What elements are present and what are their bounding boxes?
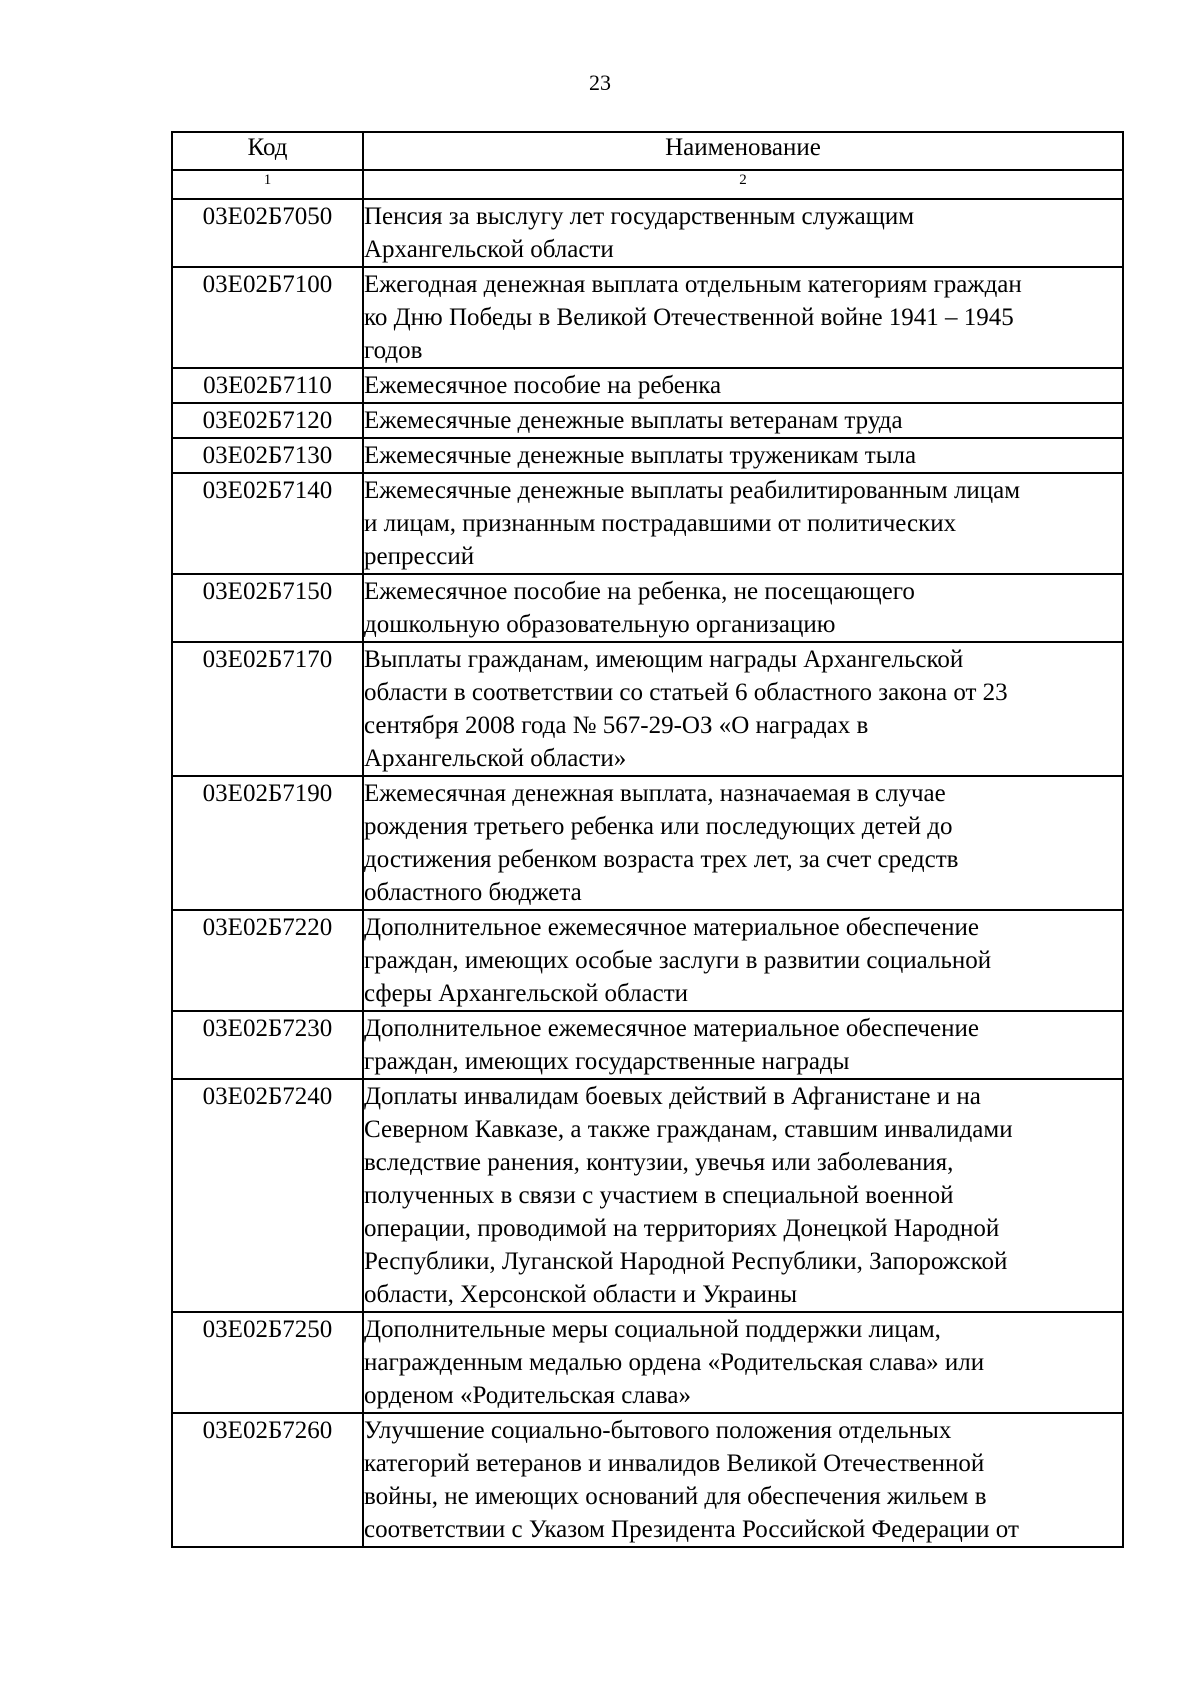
row-code: 03Е02Б7220	[172, 910, 363, 1011]
row-name: Улучшение социально-бытового положения отдельных категорий ветеранов и инвалидов Великой Отечественной войны, не имеющих оснований для обеспечения жильем в соответствии с Указом Президента Российской Федерации от	[363, 1413, 1123, 1547]
table-header-row	[172, 132, 1123, 170]
row-name: Дополнительные меры социальной поддержки лицам, награжденным медалью ордена «Родительская слава» или орденом «Родительская слава»	[363, 1312, 1123, 1413]
row-name: Ежемесячные денежные выплаты труженикам тыла	[363, 438, 1123, 473]
row-code: 03Е02Б7110	[172, 368, 363, 403]
row-code: 03Е02Б7240	[172, 1079, 363, 1312]
budget-codes-table	[171, 131, 1124, 1548]
row-name: Ежемесячные денежные выплаты ветеранам труда	[363, 403, 1123, 438]
row-code: 03Е02Б7050	[172, 199, 363, 267]
table-row	[172, 438, 1123, 473]
page-number: 23	[589, 70, 611, 95]
row-code: 03Е02Б7150	[172, 574, 363, 642]
row-name: Доплаты инвалидам боевых действий в Афганистане и на Северном Кавказе, а также гражданам, ставшим инвалидами вследствие ранения, контузии, увечья или заболевания, полученных в связи с участием в специальной военной операции, проводимой на территориях Донецкой Народной Республики, Луганской Народной Республики, Запорожской области, Херсонской области и Украины	[363, 1079, 1123, 1312]
row-code: 03Е02Б7230	[172, 1011, 363, 1079]
row-code: 03Е02Б7260	[172, 1413, 363, 1547]
table-row	[172, 1079, 1123, 1312]
table-row	[172, 1413, 1123, 1547]
table-row	[172, 910, 1123, 1011]
column-number-code: 1	[172, 170, 363, 199]
table-row	[172, 199, 1123, 267]
table-row	[172, 473, 1123, 574]
table-row	[172, 642, 1123, 776]
row-code: 03Е02Б7250	[172, 1312, 363, 1413]
table-row	[172, 1011, 1123, 1079]
row-code: 03Е02Б7140	[172, 473, 363, 574]
row-code: 03Е02Б7100	[172, 267, 363, 368]
column-header-name: Наименование	[363, 132, 1123, 170]
row-name: Ежемесячные денежные выплаты реабилитированным лицам и лицам, признанным пострадавшими от политических репрессий	[363, 473, 1123, 574]
column-number-name: 2	[363, 170, 1123, 199]
table-row	[172, 267, 1123, 368]
row-name: Выплаты гражданам, имеющим награды Архангельской области в соответствии со статьей 6 областного закона от 23 сентября 2008 года № 567-29-ОЗ «О наградах в Архангельской области»	[363, 642, 1123, 776]
row-code: 03Е02Б7190	[172, 776, 363, 910]
table-row	[172, 403, 1123, 438]
row-code: 03Е02Б7170	[172, 642, 363, 776]
row-name: Ежемесячное пособие на ребенка	[363, 368, 1123, 403]
row-name: Ежегодная денежная выплата отдельным категориям граждан ко Дню Победы в Великой Отечественной войне 1941 – 1945 годов	[363, 267, 1123, 368]
row-name: Ежемесячная денежная выплата, назначаемая в случае рождения третьего ребенка или последующих детей до достижения ребенком возраста трех лет, за счет средств областного бюджета	[363, 776, 1123, 910]
table-row	[172, 574, 1123, 642]
column-number-row	[172, 170, 1123, 199]
row-name: Пенсия за выслугу лет государственным служащим Архангельской области	[363, 199, 1123, 267]
row-name: Дополнительное ежемесячное материальное обеспечение граждан, имеющих государственные награды	[363, 1011, 1123, 1079]
table-row	[172, 368, 1123, 403]
row-name: Ежемесячное пособие на ребенка, не посещающего дошкольную образовательную организацию	[363, 574, 1123, 642]
row-code: 03Е02Б7130	[172, 438, 363, 473]
row-name: Дополнительное ежемесячное материальное обеспечение граждан, имеющих особые заслуги в развитии социальной сферы Архангельской области	[363, 910, 1123, 1011]
column-header-code: Код	[172, 132, 363, 170]
table-row	[172, 1312, 1123, 1413]
row-code: 03Е02Б7120	[172, 403, 363, 438]
table-row	[172, 776, 1123, 910]
